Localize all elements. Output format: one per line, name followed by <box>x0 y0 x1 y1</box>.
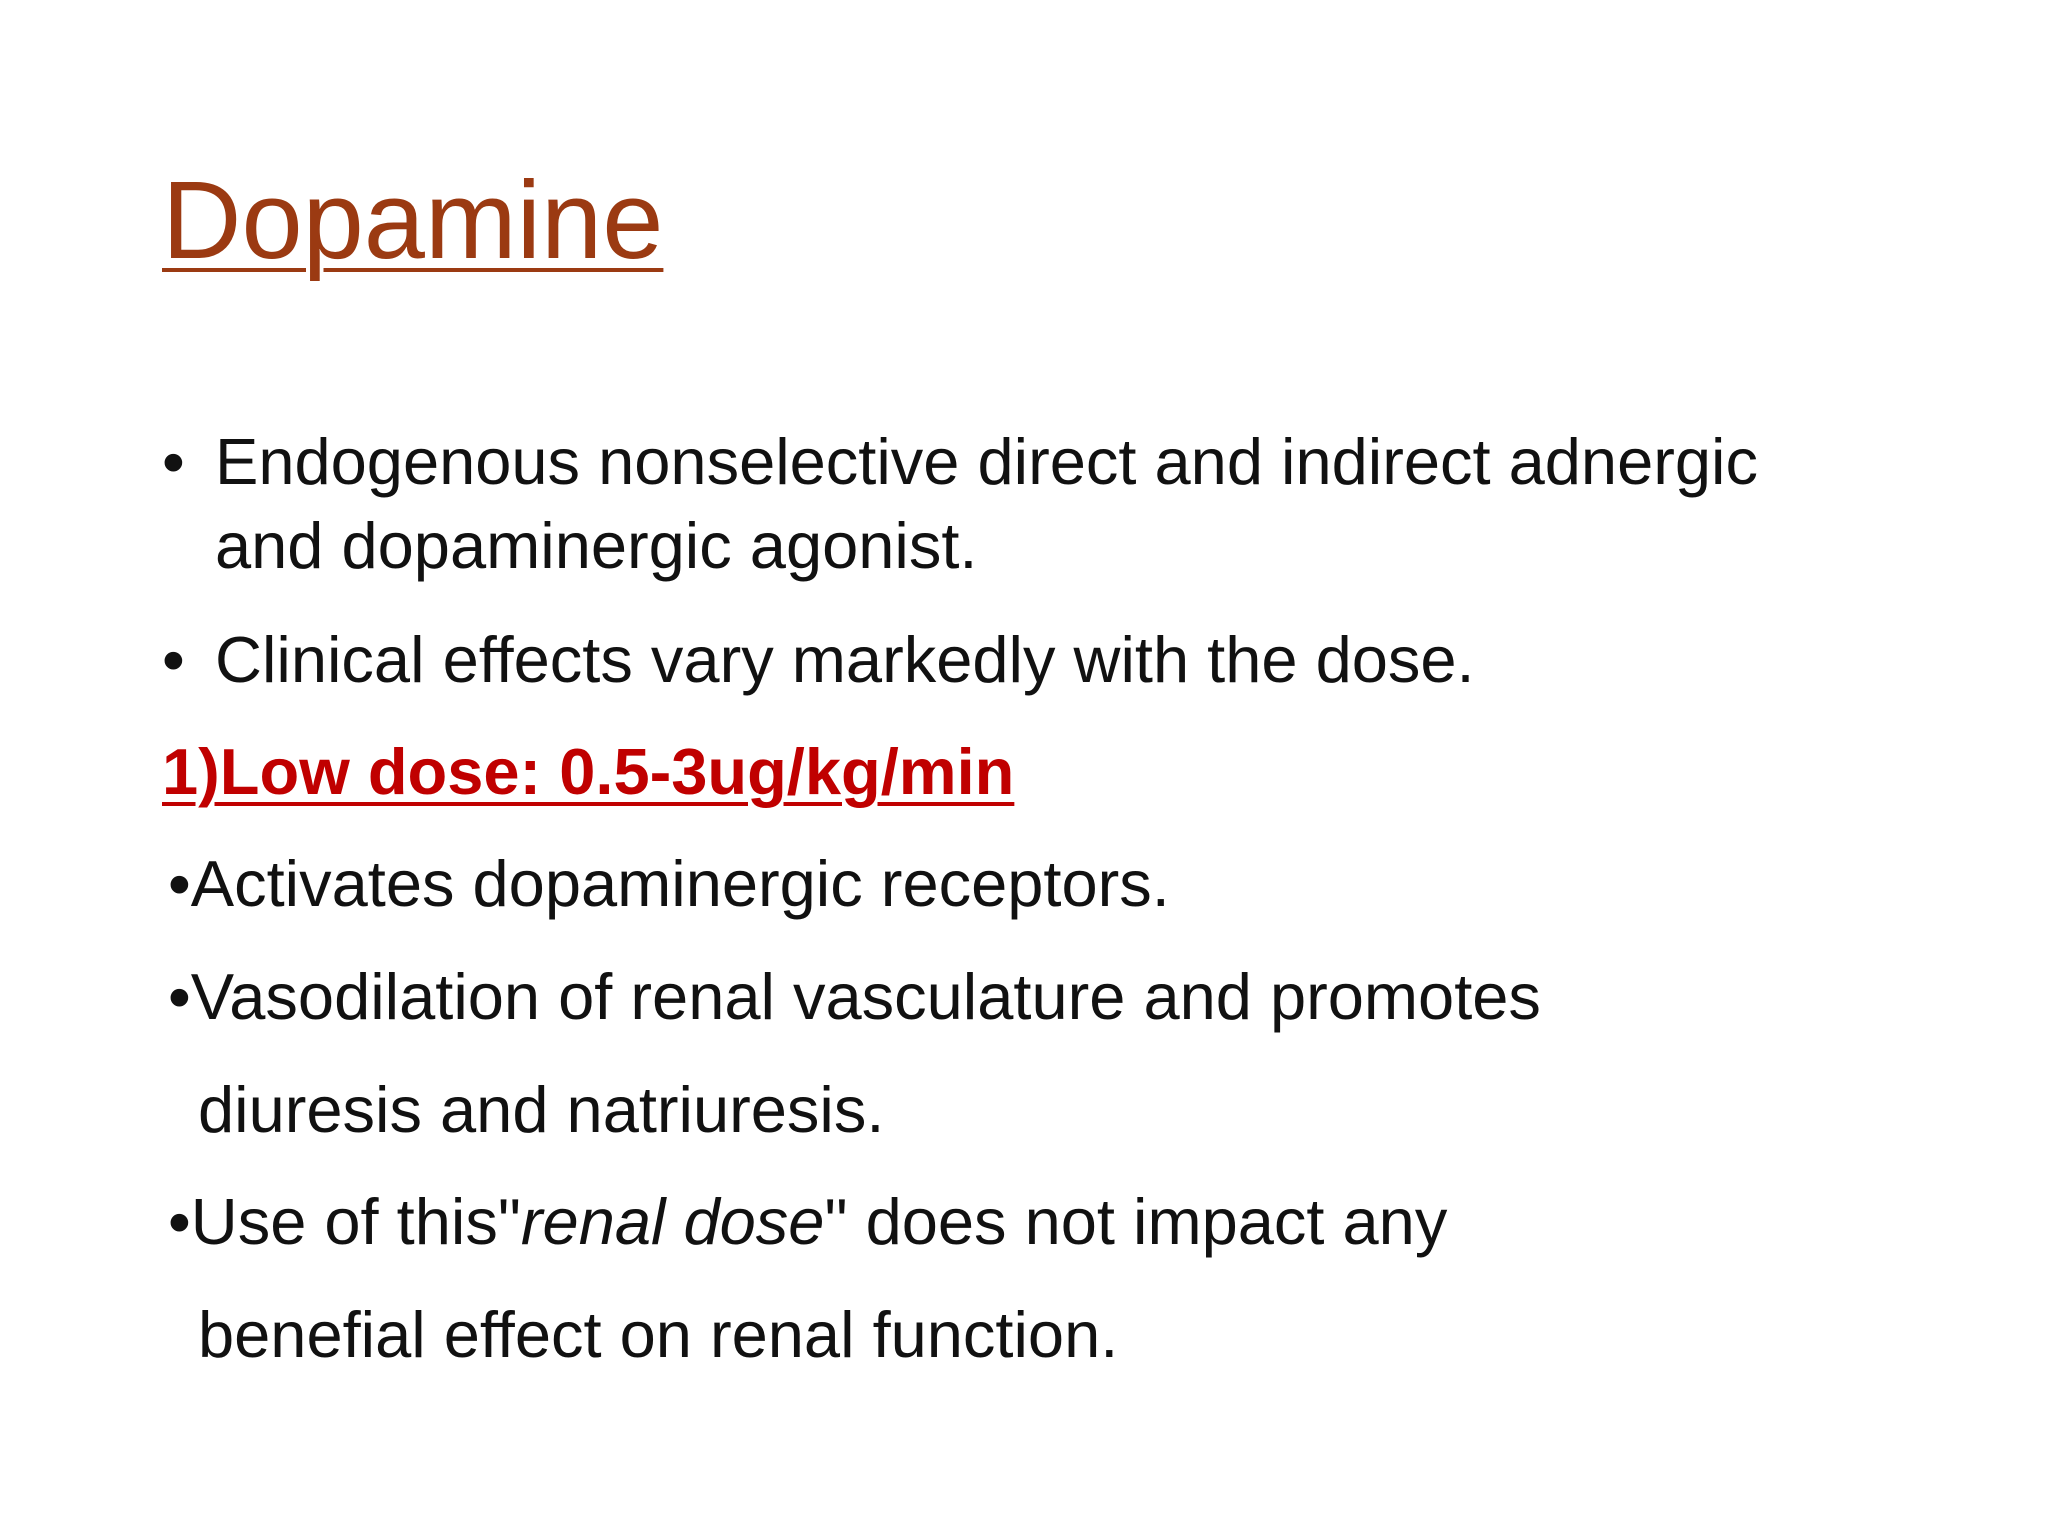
low-dose-heading: 1)Low dose: 0.5-3ug/kg/min <box>162 735 1015 808</box>
low-dose-point: •Activates dopaminergic receptors. <box>168 847 1170 920</box>
bullet-text <box>215 618 1475 702</box>
point-text: " does not impact any <box>824 1185 1448 1258</box>
low-dose-point <box>168 1180 1447 1264</box>
bullet-line: Endogenous nonselective direct and indirect adnergic <box>215 425 1758 498</box>
low-dose-point-continuation: benefial effect on renal function. <box>198 1298 1119 1371</box>
bullet-marker: • <box>162 623 185 696</box>
bullet-line: and dopaminergic agonist. <box>215 509 978 582</box>
point-italic-text: renal dose <box>520 1185 825 1258</box>
low-dose-point-continuation: diuresis and natriuresis. <box>198 1073 885 1146</box>
slide-title: Dopamine <box>162 159 664 282</box>
bullet-line: Clinical effects vary markedly with the dose. <box>215 623 1475 696</box>
point-text: •Use of this" <box>168 1185 521 1258</box>
bullet-text <box>215 420 1758 588</box>
low-dose-point: •Vasodilation of renal vasculature and promotes <box>168 960 1541 1033</box>
bullet-marker: • <box>162 425 185 498</box>
